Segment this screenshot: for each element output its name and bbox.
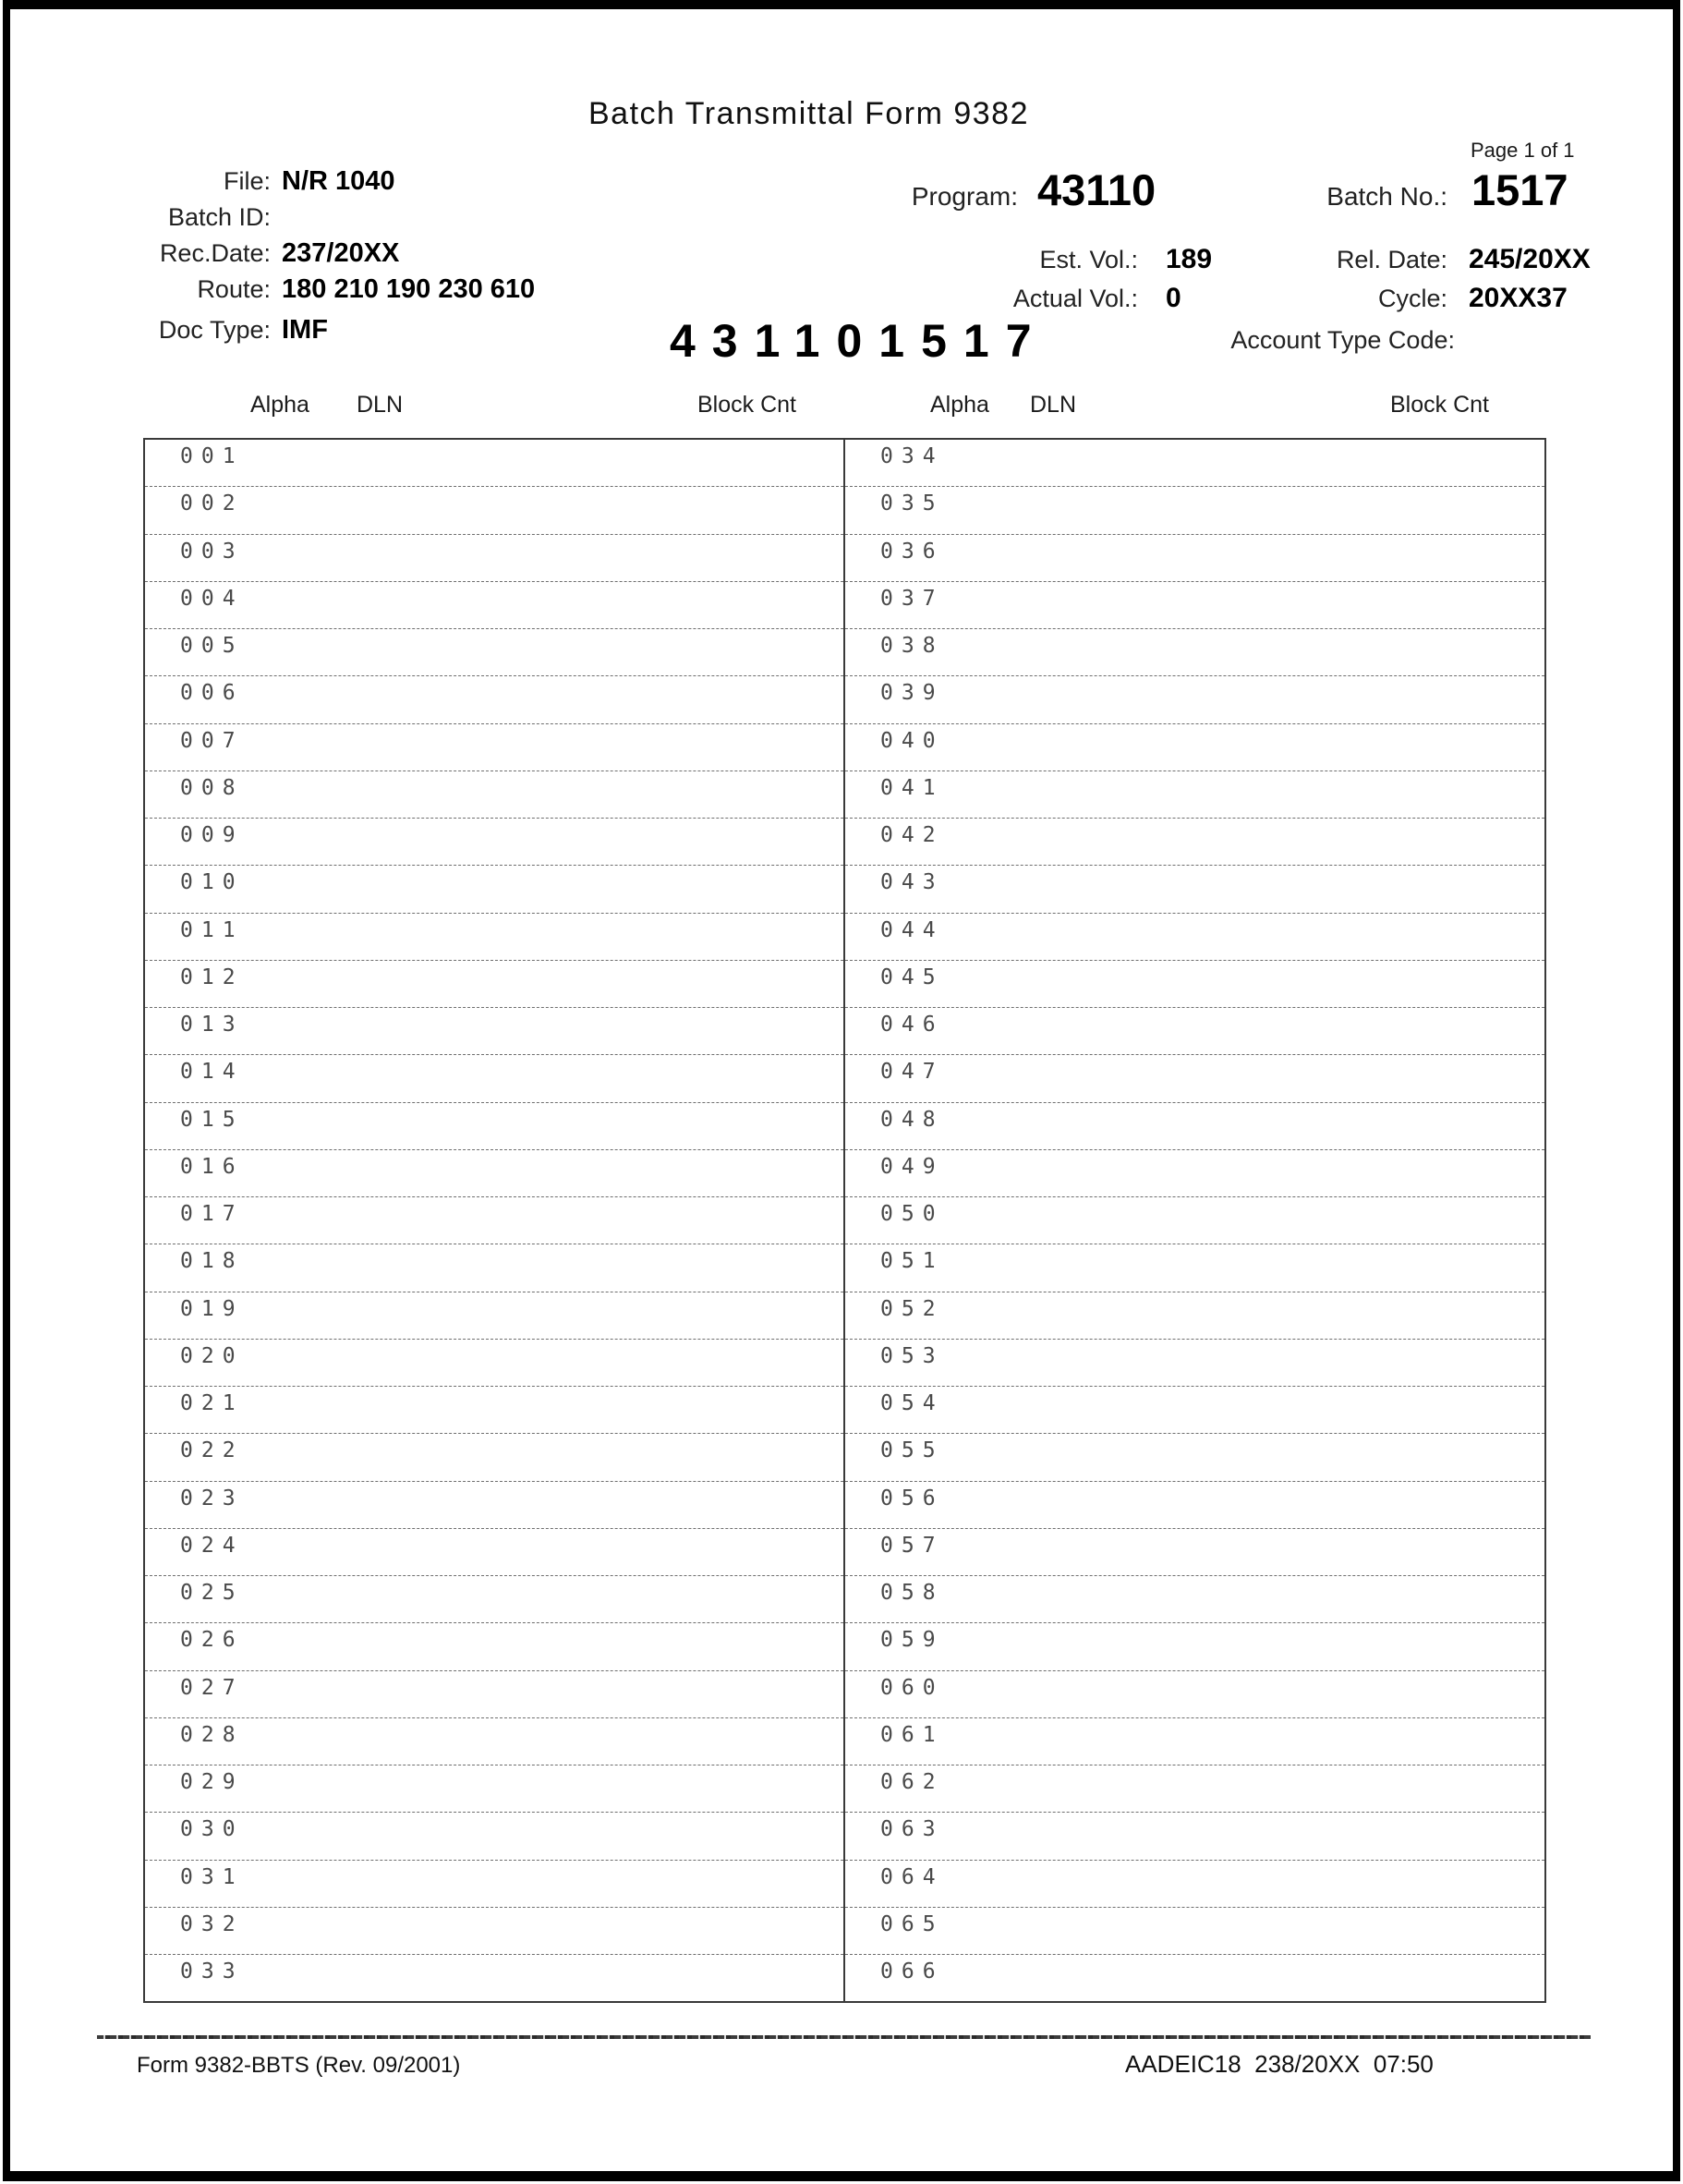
batch-no-value: 1517: [1471, 165, 1568, 214]
row-alpha-number: 065: [880, 1911, 944, 1936]
row-alpha-number: 035: [880, 491, 944, 516]
table-row: [845, 1339, 1544, 1386]
table-row: [845, 440, 1544, 486]
table-row: [845, 1812, 1544, 1859]
actual-vol-value: 0: [1166, 283, 1181, 313]
table-row: [145, 1196, 843, 1244]
row-alpha-number: 025: [180, 1581, 244, 1605]
row-alpha-number: 038: [880, 634, 944, 658]
row-alpha-number: 022: [180, 1438, 244, 1463]
table-row: [145, 960, 843, 1007]
footer-divider-rule: [97, 2035, 1591, 2039]
table-row: [845, 581, 1544, 628]
row-alpha-number: 054: [880, 1391, 944, 1415]
table-row: [145, 865, 843, 912]
table-row: [845, 723, 1544, 770]
page-number-indicator: Page 1 of 1: [1471, 139, 1575, 162]
table-row: [845, 1528, 1544, 1575]
doc-type-label: Doc Type:: [158, 316, 271, 344]
row-alpha-number: 023: [180, 1486, 244, 1511]
field-rel-date: [1218, 244, 1591, 275]
row-alpha-number: 012: [180, 965, 244, 989]
row-alpha-number: 019: [180, 1296, 244, 1321]
est-vol-label: Est. Vol.:: [1039, 246, 1138, 273]
file-label: File:: [223, 167, 271, 195]
batch-no-label: Batch No.:: [1326, 182, 1447, 211]
table-row: [845, 1907, 1544, 1954]
table-row: [145, 1907, 843, 1954]
table-row: [145, 486, 843, 533]
row-alpha-number: 063: [880, 1817, 944, 1842]
table-row: [145, 1670, 843, 1717]
table-row: [845, 770, 1544, 818]
table-row: [845, 1244, 1544, 1291]
row-alpha-number: 027: [180, 1675, 244, 1700]
column-header-block-cnt-left: Block Cnt: [697, 392, 796, 418]
rel-date-value: 245/20XX: [1469, 244, 1591, 274]
row-alpha-number: 020: [180, 1343, 244, 1368]
account-type-code-label: Account Type Code:: [1230, 326, 1455, 354]
table-row: [845, 1196, 1544, 1244]
route-label: Route:: [197, 275, 271, 303]
batch-table-left-half: [145, 440, 845, 2001]
row-alpha-number: 056: [880, 1486, 944, 1511]
row-alpha-number: 044: [880, 917, 944, 942]
row-alpha-number: 036: [880, 539, 944, 564]
actual-vol-label: Actual Vol.:: [1012, 285, 1138, 312]
footer-form-id: Form 9382-BBTS (Rev. 09/2001): [137, 2053, 461, 2078]
row-alpha-number: 010: [180, 870, 244, 895]
doc-type-value: IMF: [282, 315, 328, 345]
table-row: [145, 1386, 843, 1433]
row-alpha-number: 005: [180, 634, 244, 658]
table-row: [145, 675, 843, 722]
row-alpha-number: 007: [180, 728, 244, 753]
field-account-type-code: [1192, 326, 1455, 355]
row-alpha-number: 039: [880, 681, 944, 706]
row-alpha-number: 060: [880, 1675, 944, 1700]
row-alpha-number: 047: [880, 1060, 944, 1085]
table-row: [845, 960, 1544, 1007]
row-alpha-number: 009: [180, 823, 244, 847]
table-row: [145, 628, 843, 675]
cycle-label: Cycle:: [1377, 285, 1447, 312]
table-row: [145, 1717, 843, 1765]
row-alpha-number: 040: [880, 728, 944, 753]
row-alpha-number: 014: [180, 1060, 244, 1085]
row-alpha-number: 008: [180, 775, 244, 800]
table-row: [845, 1054, 1544, 1101]
batch-table-right-half: [845, 440, 1544, 2001]
batch-table: [143, 438, 1546, 2003]
table-row: [145, 1149, 843, 1196]
table-row: [845, 1292, 1544, 1339]
rec-date-label: Rec.Date:: [159, 239, 271, 267]
row-alpha-number: 045: [880, 965, 944, 989]
table-row: [845, 818, 1544, 865]
row-alpha-number: 052: [880, 1296, 944, 1321]
row-alpha-number: 049: [880, 1154, 944, 1179]
row-alpha-number: 013: [180, 1013, 244, 1037]
row-alpha-number: 032: [180, 1911, 244, 1936]
field-route: [91, 274, 535, 305]
table-row: [845, 1149, 1544, 1196]
rel-date-label: Rel. Date:: [1336, 246, 1447, 273]
est-vol-value: 189: [1166, 244, 1213, 274]
row-alpha-number: 064: [880, 1864, 944, 1889]
row-alpha-number: 006: [180, 681, 244, 706]
table-row: [145, 1528, 843, 1575]
table-row: [145, 1433, 843, 1480]
row-alpha-number: 015: [180, 1107, 244, 1132]
row-alpha-number: 030: [180, 1817, 244, 1842]
field-cycle: [1218, 283, 1568, 314]
table-row: [145, 1292, 843, 1339]
row-alpha-number: 066: [880, 1960, 944, 1984]
program-label: Program:: [911, 182, 1018, 211]
table-row: [145, 1575, 843, 1622]
row-alpha-number: 018: [180, 1249, 244, 1274]
table-row: [145, 1339, 843, 1386]
table-row: [145, 723, 843, 770]
column-header-alpha-left: Alpha: [250, 392, 309, 418]
table-row: [845, 913, 1544, 960]
row-alpha-number: 057: [880, 1533, 944, 1558]
table-row: [845, 1622, 1544, 1669]
row-alpha-number: 041: [880, 775, 944, 800]
row-alpha-number: 053: [880, 1343, 944, 1368]
row-alpha-number: 043: [880, 870, 944, 895]
table-row: [845, 1717, 1544, 1765]
table-row: [845, 1481, 1544, 1528]
row-alpha-number: 062: [880, 1770, 944, 1794]
row-alpha-number: 028: [180, 1722, 244, 1747]
table-row: [845, 534, 1544, 581]
table-row: [845, 675, 1544, 722]
table-row: [845, 1007, 1544, 1054]
table-row: [145, 1244, 843, 1291]
table-row: [145, 534, 843, 581]
row-alpha-number: 017: [180, 1202, 244, 1226]
field-doc-type: [91, 315, 328, 346]
table-row: [145, 913, 843, 960]
table-row: [145, 770, 843, 818]
file-value: N/R 1040: [282, 166, 395, 196]
field-program: [859, 164, 1156, 215]
field-est-vol: [937, 244, 1212, 275]
table-row: [145, 818, 843, 865]
field-actual-vol: [937, 283, 1181, 314]
table-row: [845, 1765, 1544, 1812]
row-alpha-number: 003: [180, 539, 244, 564]
table-row: [145, 1765, 843, 1812]
field-rec-date: [91, 238, 399, 269]
table-row: [845, 1102, 1544, 1149]
program-value: 43110: [1037, 165, 1156, 214]
batch-id-label: Batch ID:: [167, 203, 271, 231]
row-alpha-number: 055: [880, 1438, 944, 1463]
table-row: [845, 1954, 1544, 2001]
row-alpha-number: 058: [880, 1581, 944, 1605]
row-alpha-number: 016: [180, 1154, 244, 1179]
table-row: [145, 1812, 843, 1859]
row-alpha-number: 026: [180, 1628, 244, 1653]
column-header-dln-right: DLN: [1030, 392, 1077, 418]
table-row: [145, 1102, 843, 1149]
form-title: Batch Transmittal Form 9382: [588, 96, 1030, 131]
row-alpha-number: 024: [180, 1533, 244, 1558]
row-alpha-number: 021: [180, 1391, 244, 1415]
row-alpha-number: 011: [180, 917, 244, 942]
table-row: [845, 1433, 1544, 1480]
row-alpha-number: 042: [880, 823, 944, 847]
row-alpha-number: 001: [180, 444, 244, 468]
table-row: [845, 628, 1544, 675]
table-row: [145, 1622, 843, 1669]
field-batch-no: [1275, 164, 1568, 215]
footer-print-stamp: AADEIC18 238/20XX 07:50: [1125, 2050, 1434, 2078]
table-row: [845, 1670, 1544, 1717]
column-header-alpha-right: Alpha: [930, 392, 989, 418]
rec-date-value: 237/20XX: [282, 238, 400, 268]
row-alpha-number: 029: [180, 1770, 244, 1794]
table-row: [145, 581, 843, 628]
table-row: [145, 1007, 843, 1054]
column-header-dln-left: DLN: [357, 392, 404, 418]
row-alpha-number: 004: [180, 586, 244, 611]
column-header-block-cnt-right: Block Cnt: [1390, 392, 1489, 418]
table-row: [845, 1386, 1544, 1433]
field-batch-id: [91, 203, 282, 232]
field-file: [91, 166, 395, 197]
row-alpha-number: 048: [880, 1107, 944, 1132]
row-alpha-number: 059: [880, 1628, 944, 1653]
cycle-value: 20XX37: [1469, 283, 1568, 313]
row-alpha-number: 037: [880, 586, 944, 611]
row-alpha-number: 051: [880, 1249, 944, 1274]
row-alpha-number: 046: [880, 1013, 944, 1037]
table-row: [145, 1481, 843, 1528]
table-row: [145, 440, 843, 486]
row-alpha-number: 061: [880, 1722, 944, 1747]
table-row: [845, 1860, 1544, 1907]
table-row: [145, 1954, 843, 2001]
row-alpha-number: 031: [180, 1864, 244, 1889]
batch-number-display: 431101517: [670, 315, 1048, 367]
table-row: [145, 1860, 843, 1907]
table-row: [145, 1054, 843, 1101]
row-alpha-number: 033: [180, 1960, 244, 1984]
row-alpha-number: 034: [880, 444, 944, 468]
table-row: [845, 865, 1544, 912]
table-row: [845, 486, 1544, 533]
route-value: 180 210 190 230 610: [282, 274, 536, 304]
row-alpha-number: 050: [880, 1202, 944, 1226]
row-alpha-number: 002: [180, 491, 244, 516]
table-row: [845, 1575, 1544, 1622]
